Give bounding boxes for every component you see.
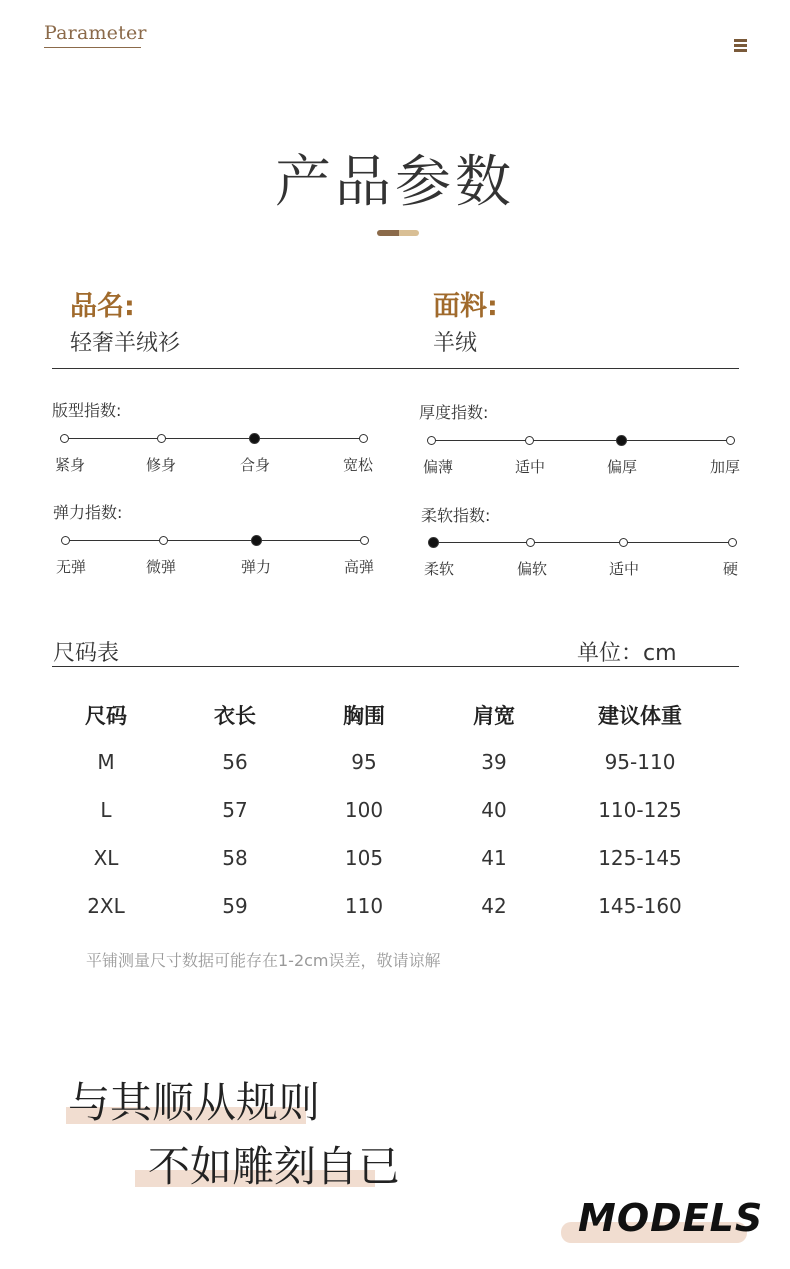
table-cell: 57	[222, 798, 248, 822]
table-cell: 95-110	[604, 750, 676, 774]
measurement-note: 平铺测量尺寸数据可能存在1-2cm误差，敬请谅解	[86, 951, 441, 970]
fabric-value: 羊绒	[433, 331, 478, 356]
index-option-label: 无弹	[56, 558, 87, 576]
index-option-label: 柔软	[424, 560, 455, 578]
table-cell: 42	[481, 894, 507, 918]
menu-icon[interactable]	[734, 39, 747, 52]
table-cell: 40	[481, 798, 507, 822]
slogan-line1: 与其顺从规则	[68, 1078, 321, 1127]
name-value: 轻奢羊绒衫	[70, 331, 181, 356]
index-title: 版型指数:	[52, 401, 122, 420]
index-dot	[728, 538, 737, 547]
index-scale-line	[65, 540, 364, 541]
index-scale-line	[433, 542, 732, 543]
index-dot	[427, 436, 436, 445]
index-dot	[726, 436, 735, 445]
index-option-label: 合身	[240, 456, 271, 474]
table-header-cell: 衣长	[214, 704, 256, 728]
index-dot	[619, 538, 628, 547]
table-cell: 95	[351, 750, 377, 774]
index-dot	[525, 436, 534, 445]
index-option-label: 适中	[609, 560, 640, 578]
table-header-cell: 建议体重	[598, 704, 682, 728]
index-option-label: 高弹	[344, 558, 375, 576]
table-cell: 39	[481, 750, 507, 774]
table-cell: 125-145	[598, 846, 682, 870]
index-option-label: 适中	[515, 458, 546, 476]
index-option-label: 修身	[146, 456, 177, 474]
index-scale-line	[431, 440, 730, 441]
table-cell: L	[100, 798, 112, 822]
page-title: 产品参数	[275, 150, 515, 215]
table-cell: 41	[481, 846, 507, 870]
size-table-title: 尺码表	[53, 641, 120, 666]
index-option-label: 宽松	[343, 456, 374, 474]
table-cell: 56	[222, 750, 248, 774]
index-option-label: 弹力	[241, 558, 272, 576]
unit-label: 单位：cm	[577, 641, 677, 666]
slogan-line2: 不如雕刻自已	[148, 1142, 401, 1191]
brand-title: Parameter	[44, 22, 147, 44]
name-label: 品名:	[70, 291, 135, 322]
table-cell: 110	[344, 894, 384, 918]
index-dot	[526, 538, 535, 547]
index-option-label: 偏软	[517, 560, 548, 578]
info-divider	[52, 368, 739, 369]
index-dot-selected	[616, 435, 627, 446]
fabric-label: 面料:	[433, 291, 498, 322]
models-text: MODELS	[578, 1196, 764, 1240]
index-dot	[360, 536, 369, 545]
index-dot	[60, 434, 69, 443]
index-option-label: 紧身	[55, 456, 86, 474]
index-dot-selected	[428, 537, 439, 548]
size-table-divider	[52, 666, 739, 667]
index-dot-selected	[249, 433, 260, 444]
table-header-cell: 胸围	[343, 704, 385, 728]
table-cell: 58	[222, 846, 248, 870]
index-dot	[159, 536, 168, 545]
index-title: 柔软指数:	[421, 506, 491, 525]
table-cell: 100	[344, 798, 384, 822]
index-dot	[61, 536, 70, 545]
table-header-cell: 尺码	[85, 704, 127, 728]
title-underline	[377, 230, 419, 236]
index-option-label: 偏薄	[423, 458, 454, 476]
table-cell: M	[97, 750, 115, 774]
index-dot-selected	[251, 535, 262, 546]
table-header-cell: 肩宽	[473, 704, 515, 728]
index-dot	[157, 434, 166, 443]
table-cell: 2XL	[87, 894, 125, 918]
brand-underline	[44, 47, 141, 48]
index-option-label: 加厚	[710, 458, 741, 476]
index-dot	[359, 434, 368, 443]
table-cell: 105	[344, 846, 384, 870]
index-option-label: 微弹	[146, 558, 177, 576]
index-scale-line	[64, 438, 363, 439]
index-option-label: 硬	[723, 560, 739, 578]
index-title: 厚度指数:	[419, 403, 489, 422]
table-cell: XL	[93, 846, 119, 870]
table-cell: 145-160	[598, 894, 682, 918]
table-cell: 59	[222, 894, 248, 918]
index-title: 弹力指数:	[53, 503, 123, 522]
index-option-label: 偏厚	[607, 458, 638, 476]
table-cell: 110-125	[598, 798, 682, 822]
